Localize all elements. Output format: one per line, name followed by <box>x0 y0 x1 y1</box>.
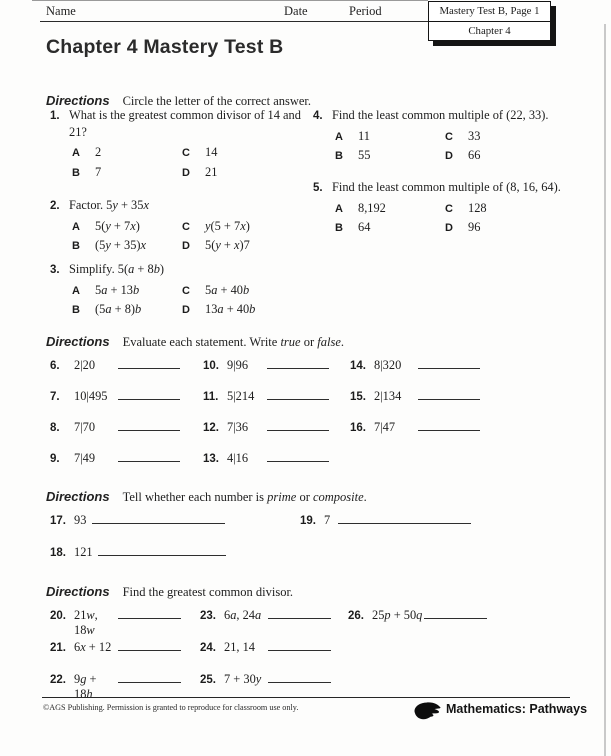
option-text: 21 <box>205 164 218 179</box>
question-number: 2. <box>50 200 60 212</box>
item-number: 8. <box>50 422 60 434</box>
option-letter: A <box>72 147 80 159</box>
tf-item-13 <box>203 449 329 466</box>
answer-blank <box>92 511 225 524</box>
option-text: 5(y + x)7 <box>205 238 250 252</box>
option-letter: B <box>72 166 80 179</box>
option-letter: D <box>445 150 453 162</box>
option-b <box>335 148 445 163</box>
item-expression: 7|47 <box>374 420 396 434</box>
gcd-row-2 <box>0 638 611 658</box>
item-number: 9. <box>50 453 60 465</box>
item-expression: 9|96 <box>227 358 249 372</box>
option-b <box>335 220 445 235</box>
question-number: 5. <box>313 182 323 194</box>
option-c <box>182 145 306 160</box>
option-text: 64 <box>358 220 371 234</box>
date-label: Date <box>284 4 308 18</box>
item-expression: 6a, 24a <box>224 608 262 622</box>
item-number: 21. <box>50 642 66 654</box>
answer-blank <box>424 606 487 619</box>
item-expression: 8|320 <box>374 358 402 372</box>
option-c <box>182 219 306 234</box>
item-expression: 7|36 <box>227 420 249 434</box>
item-number: 6. <box>50 360 60 372</box>
directions-text: Evaluate each statement. Write true or false. <box>122 335 344 349</box>
option-text: 11 <box>358 128 370 143</box>
option-d <box>182 302 306 317</box>
tf-row-4 <box>0 449 611 469</box>
option-d <box>182 238 306 253</box>
item-number: 10. <box>203 360 219 372</box>
option-letter: D <box>182 240 190 252</box>
answer-blank <box>267 356 329 369</box>
question-number: 4. <box>313 110 323 122</box>
item-number: 7. <box>50 391 60 403</box>
option-letter: D <box>445 222 453 234</box>
option-letter: D <box>182 166 190 179</box>
tf-item-12 <box>203 418 329 435</box>
option-letter: C <box>182 220 190 233</box>
option-letter: C <box>445 130 453 143</box>
answer-blank <box>118 418 180 431</box>
item-expression: 5|214 <box>227 389 255 403</box>
item-expression: 121 <box>74 545 93 559</box>
directions-true-false <box>46 333 344 351</box>
answer-blank <box>267 449 329 462</box>
option-a <box>72 283 182 298</box>
option-letter: B <box>335 222 343 234</box>
option-text: 33 <box>468 128 481 143</box>
option-text: 96 <box>468 220 481 234</box>
question-1 <box>50 107 306 180</box>
pc-row-1 <box>0 511 611 531</box>
item-number: 23. <box>200 610 216 622</box>
answer-blank <box>267 387 329 400</box>
answer-blank <box>98 543 226 556</box>
answer-blank <box>268 638 331 651</box>
period-label: Period <box>349 4 382 18</box>
option-text: 55 <box>358 148 371 162</box>
question-number: 1. <box>50 110 60 122</box>
option-text: 66 <box>468 148 481 162</box>
option-letter: A <box>72 284 80 297</box>
item-expression: 21, 14 <box>224 640 255 654</box>
option-a <box>335 201 445 216</box>
item-expression: 7 + 30y <box>224 672 262 686</box>
option-b <box>72 302 182 317</box>
item-number: 24. <box>200 642 216 654</box>
page-title: Chapter 4 Mastery Test B <box>46 36 284 58</box>
item-number: 18. <box>50 547 66 559</box>
tab-test-title: Mastery Test B, Page 1 <box>429 2 550 22</box>
question-prompt: Find the least common multiple of (22, 33). <box>332 108 549 122</box>
answer-blank <box>418 387 480 400</box>
question-3 <box>50 261 306 317</box>
tf-row-3 <box>0 418 611 438</box>
item-expression: 4|16 <box>227 451 249 465</box>
tab-chapter: Chapter 4 <box>468 24 511 37</box>
item-number: 17. <box>50 515 66 527</box>
tf-row-1 <box>0 356 611 376</box>
option-letter: D <box>182 304 190 316</box>
option-c <box>445 129 585 144</box>
option-text: 5a + 13b <box>95 282 140 297</box>
option-text: 5(y + 7x) <box>95 218 140 233</box>
publisher-logo-icon <box>413 700 443 722</box>
item-expression: 7|70 <box>74 420 96 434</box>
item-number: 12. <box>203 422 219 434</box>
item-number: 19. <box>300 515 316 527</box>
tf-row-2 <box>0 387 611 407</box>
item-expression: 93 <box>74 513 87 527</box>
tf-item-9 <box>50 449 180 466</box>
answer-blank <box>118 387 180 400</box>
option-b <box>72 238 182 253</box>
directions-label: Directions <box>46 93 110 108</box>
question-2 <box>50 197 306 253</box>
item-expression: 7|49 <box>74 451 96 465</box>
option-a <box>335 129 445 144</box>
item-number: 16. <box>350 422 366 434</box>
tf-item-11 <box>203 387 329 404</box>
item-number: 13. <box>203 453 219 465</box>
directions-text: Tell whether each number is prime or composite. <box>122 490 367 504</box>
question-prompt: Factor. 5y + 35x <box>69 198 149 212</box>
item-expression: 2|20 <box>74 358 96 372</box>
pc-item-18 <box>50 543 226 560</box>
option-d <box>445 148 585 163</box>
answer-blank <box>418 356 480 369</box>
option-text: (5y + 35)x <box>95 238 147 252</box>
option-text: 2 <box>95 145 102 159</box>
item-expression: 25p + 50q <box>372 608 423 622</box>
option-letter: C <box>182 284 190 297</box>
question-number: 3. <box>50 264 60 276</box>
option-letter: B <box>335 150 343 162</box>
option-d <box>445 220 585 235</box>
directions-label: Directions <box>46 334 110 349</box>
option-d <box>182 165 306 180</box>
option-letter: A <box>72 220 80 233</box>
answer-blank <box>118 606 181 619</box>
item-expression: 10|495 <box>74 389 108 403</box>
pc-item-19 <box>300 511 471 528</box>
gcd-item-23 <box>200 606 331 623</box>
answer-blank <box>118 670 181 683</box>
directions-text: Find the greatest common divisor. <box>122 585 294 599</box>
tf-item-6 <box>50 356 180 373</box>
answer-blank <box>268 670 331 683</box>
answer-blank <box>118 638 181 651</box>
option-letter: C <box>445 202 453 215</box>
tf-item-16 <box>350 418 480 435</box>
option-text: 14 <box>205 145 218 159</box>
option-letter: A <box>335 130 343 143</box>
item-expression: 9g + 18h <box>74 672 97 701</box>
gcd-item-26 <box>348 606 487 623</box>
directions-prime-composite <box>46 488 367 506</box>
question-prompt: Find the least common multiple of (8, 16, 64). <box>332 180 561 194</box>
item-expression: 21w, 18w <box>74 608 98 637</box>
pc-row-2 <box>0 543 611 563</box>
item-number: 15. <box>350 391 366 403</box>
item-number: 20. <box>50 610 66 622</box>
item-number: 22. <box>50 674 66 686</box>
pc-item-17 <box>50 511 225 528</box>
tf-item-14 <box>350 356 480 373</box>
option-c <box>182 283 306 298</box>
tf-item-8 <box>50 418 180 435</box>
question-5 <box>313 179 585 235</box>
gcd-item-20 <box>50 606 181 638</box>
option-text: (5a + 8)b <box>95 302 142 316</box>
directions-label: Directions <box>46 489 110 504</box>
option-text: 128 <box>468 200 487 215</box>
option-text: 7 <box>95 164 102 179</box>
option-text: 8,192 <box>358 200 386 215</box>
answer-blank <box>268 606 331 619</box>
question-prompt: Simplify. 5(a + 8b) <box>69 262 165 276</box>
answer-blank <box>338 511 471 524</box>
item-number: 14. <box>350 360 366 372</box>
gcd-item-25 <box>200 670 331 687</box>
question-4 <box>313 107 585 163</box>
answer-blank <box>418 418 480 431</box>
name-label: Name <box>46 4 76 18</box>
item-expression: 7 <box>324 513 331 527</box>
item-number: 11. <box>203 391 219 403</box>
brand-text: Mathematics: Pathways <box>446 702 588 716</box>
option-letter: A <box>335 202 343 215</box>
option-text: y(5 + 7x) <box>205 218 250 233</box>
tf-item-10 <box>203 356 329 373</box>
directions-gcd <box>46 583 293 601</box>
option-text: 5a + 40b <box>205 282 250 297</box>
item-number: 26. <box>348 610 364 622</box>
footer-rule <box>42 697 570 698</box>
option-letter: B <box>72 304 80 316</box>
option-letter: B <box>72 240 80 252</box>
item-expression: 6x + 12 <box>74 640 112 654</box>
page-tab-box <box>428 1 551 41</box>
option-text: 13a + 40b <box>205 302 256 316</box>
gcd-item-21 <box>50 638 181 655</box>
gcd-item-24 <box>200 638 331 655</box>
answer-blank <box>118 356 180 369</box>
scan-artifact-top <box>32 0 428 1</box>
item-expression: 2|134 <box>374 389 402 403</box>
option-b <box>72 165 182 180</box>
gcd-row-1 <box>0 606 611 637</box>
option-c <box>445 201 585 216</box>
option-a <box>72 219 182 234</box>
option-letter: C <box>182 147 190 159</box>
copyright-text: ©AGS Publishing. Permission is granted to reproduce for classroom use only. <box>43 703 299 712</box>
tf-item-7 <box>50 387 180 404</box>
question-prompt: What is the greatest common divisor of 14 and 21? <box>69 108 301 139</box>
answer-blank <box>118 449 180 462</box>
header-rule <box>40 21 429 22</box>
directions-label: Directions <box>46 584 110 599</box>
answer-blank <box>267 418 329 431</box>
tf-item-15 <box>350 387 480 404</box>
option-a <box>72 145 182 160</box>
item-number: 25. <box>200 674 216 686</box>
gcd-row-3 <box>0 670 611 701</box>
directions-text: Circle the letter of the correct answer. <box>122 94 312 108</box>
